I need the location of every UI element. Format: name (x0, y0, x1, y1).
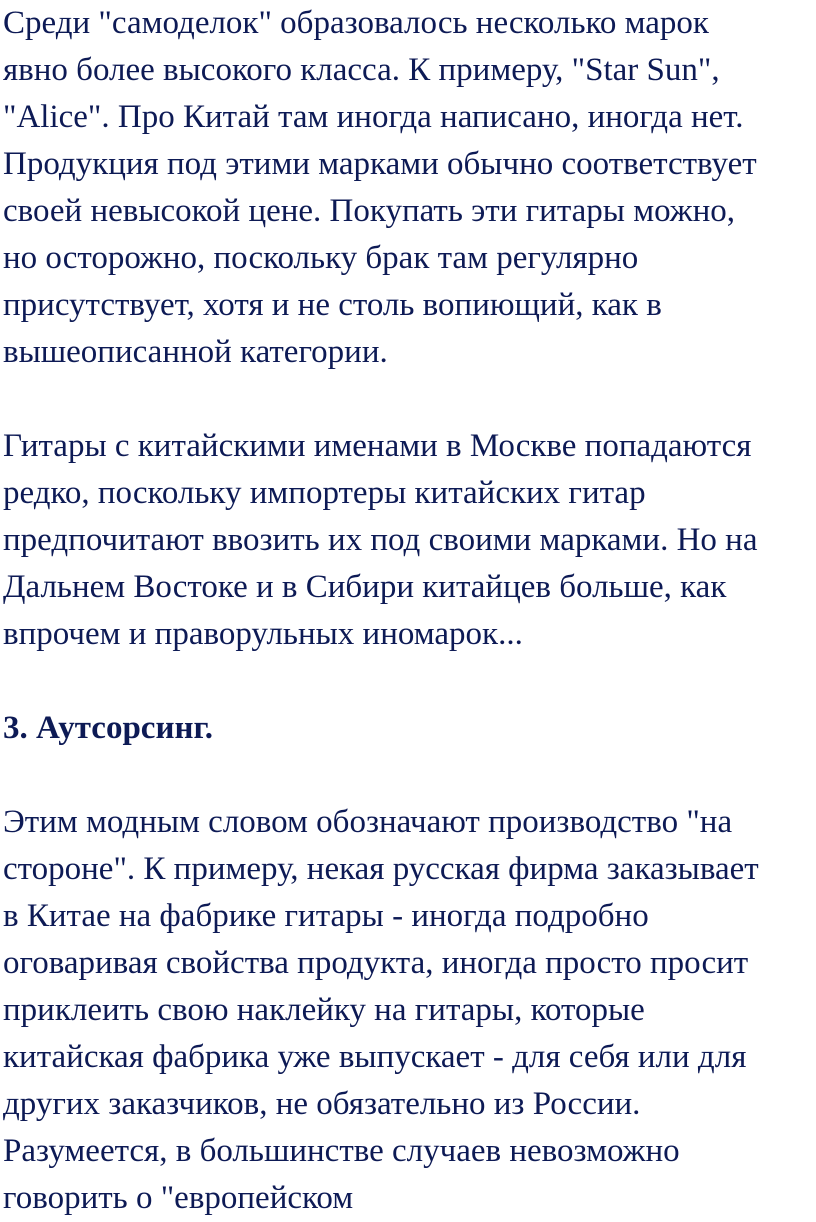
text-line: говорить о "европейском (3, 1180, 354, 1216)
text-line: редко, поскольку импортеры китайских гитар (3, 475, 646, 511)
text-line: других заказчиков, не обязательно из России. (3, 1086, 641, 1122)
text-line: Гитары с китайскими именами в Москве попадаются (3, 428, 752, 464)
text-line: оговаривая свойства продукта, иногда просто просит (3, 945, 749, 981)
paragraph-self-made-brands (3, 0, 811, 376)
paragraph-outsourcing (3, 799, 811, 1222)
text-line: в Китае на фабрике гитары - иногда подробно (3, 898, 649, 934)
section-heading-text: 3. Аутсорсинг. (3, 710, 213, 746)
text-line: приклеить свою наклейку на гитары, которые (3, 992, 645, 1028)
text-line: "Alice". Про Китай там иногда написано, иногда нет. (3, 99, 744, 135)
text-line: предпочитают ввозить их под своими марками. Но на (3, 522, 758, 558)
text-line: но осторожно, поскольку брак там регулярно (3, 240, 639, 276)
text-line: впрочем и праворульных иномарок... (3, 616, 523, 652)
text-line: Среди "самоделок" образовалось несколько марок (3, 5, 709, 41)
text-line: стороне". К примеру, некая русская фирма заказывает (3, 851, 759, 887)
paragraph-spacer (3, 658, 811, 705)
document-page (3, 0, 811, 1222)
text-line: Разумеется, в большинстве случаев невозможно (3, 1133, 680, 1169)
text-line: китайская фабрика уже выпускает - для себя или для (3, 1039, 747, 1075)
paragraph-spacer (3, 752, 811, 799)
text-line: Этим модным словом обозначают производство "на (3, 804, 733, 840)
paragraph-spacer (3, 376, 811, 423)
paragraph-chinese-names (3, 423, 811, 658)
text-line: Дальнем Востоке и в Сибири китайцев больше, как (3, 569, 727, 605)
section-heading (3, 705, 811, 752)
text-line: своей невысокой цене. Покупать эти гитары можно, (3, 193, 735, 229)
text-line: явно более высокого класса. К примеру, "Star Sun", (3, 52, 720, 88)
text-line: присутствует, хотя и не столь вопиющий, как в (3, 287, 662, 323)
text-line: Продукция под этими марками обычно соответствует (3, 146, 757, 182)
text-line: вышеописанной категории. (3, 334, 388, 370)
